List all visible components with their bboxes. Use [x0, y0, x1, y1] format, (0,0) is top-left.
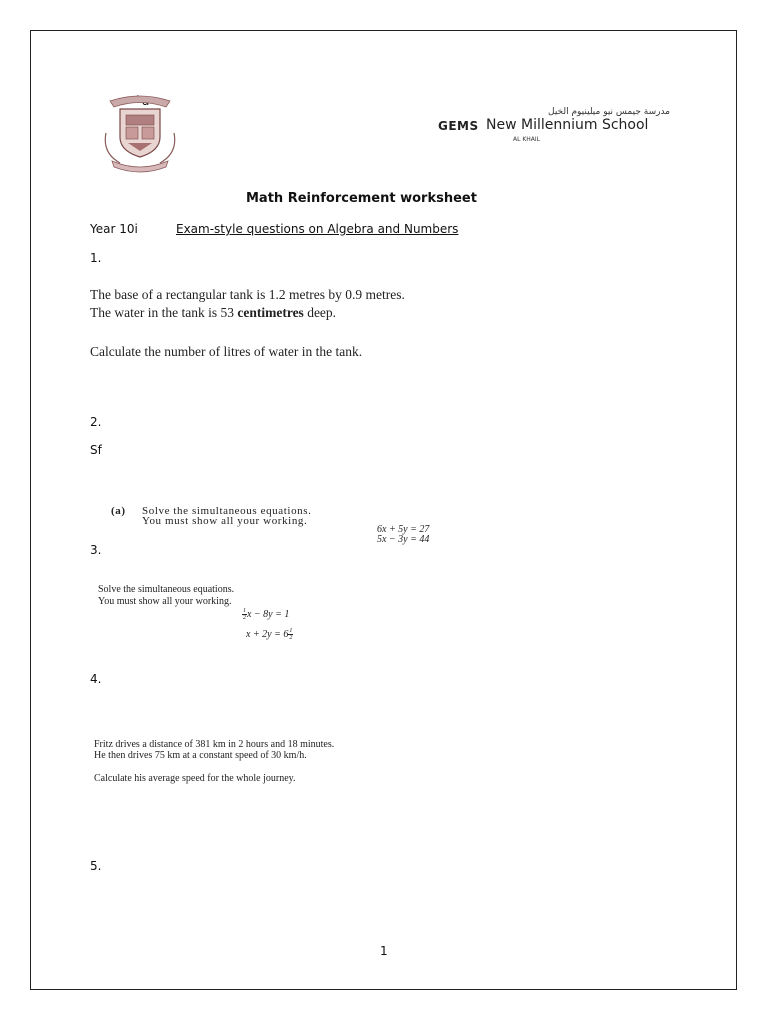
- question-3-equation-2: x + 2y = 6 $\frac{1}{2}$: [246, 628, 293, 641]
- question-4-line-2: He then drives 75 km at a constant speed of 30 km/h.: [94, 750, 307, 761]
- fraction-half: $\frac{1}{2}$: [289, 628, 293, 641]
- page-number: 1: [380, 944, 388, 958]
- question-4-line-1: Fritz drives a distance of 381 km in 2 hours and 18 minutes.: [94, 739, 335, 750]
- question-3-line-1: Solve the simultaneous equations.: [98, 584, 235, 595]
- question-1-line-1: The base of a rectangular tank is 1.2 metres by 0.9 metres.: [90, 287, 405, 302]
- school-name: New Millennium School: [486, 117, 649, 133]
- question-2-equation-2: 5x − 3y = 44: [377, 534, 430, 545]
- question-2-part-label: (a): [111, 505, 126, 517]
- worksheet-title: Math Reinforcement worksheet: [246, 191, 477, 206]
- fraction-half: $\frac{1}{2}$: [243, 608, 246, 621]
- question-1-line-2: The water in the tank is 53 centimetres deep.: [90, 305, 337, 320]
- question-5-number: 5.: [90, 859, 102, 873]
- question-4-line-3: Calculate his average speed for the whole journey.: [94, 773, 296, 784]
- school-arabic-name: مدرسة جيمس نيو ميلينيوم الخيل: [548, 107, 670, 117]
- page-border: [30, 30, 737, 990]
- question-2-equation-1: 6x + 5y = 27: [377, 524, 430, 535]
- question-3-line-2: You must show all your working.: [98, 596, 232, 607]
- year-group: Year 10i: [90, 222, 138, 236]
- question-2-line-2: You must show all your working.: [142, 515, 308, 527]
- question-4-number: 4.: [90, 672, 102, 686]
- question-2-note: Sf: [90, 443, 102, 457]
- question-2-number: 2.: [90, 415, 102, 429]
- question-3-number: 3.: [90, 543, 102, 557]
- gems-school-logo: [438, 107, 678, 145]
- question-3-equation-1: $\frac{1}{2}$ x − 8y = 1: [243, 608, 290, 621]
- campus-name: AL KHAIL: [513, 136, 541, 143]
- gems-wordmark: GEMS: [438, 119, 479, 133]
- school-crest-logo: [96, 93, 184, 173]
- question-1-line-3: Calculate the number of litres of water in the tank.: [90, 344, 363, 359]
- question-2-line-1: Solve the simultaneous equations.: [142, 505, 312, 517]
- question-1-number: 1.: [90, 251, 102, 265]
- worksheet-subtitle: Exam-style questions on Algebra and Numbers: [176, 222, 459, 236]
